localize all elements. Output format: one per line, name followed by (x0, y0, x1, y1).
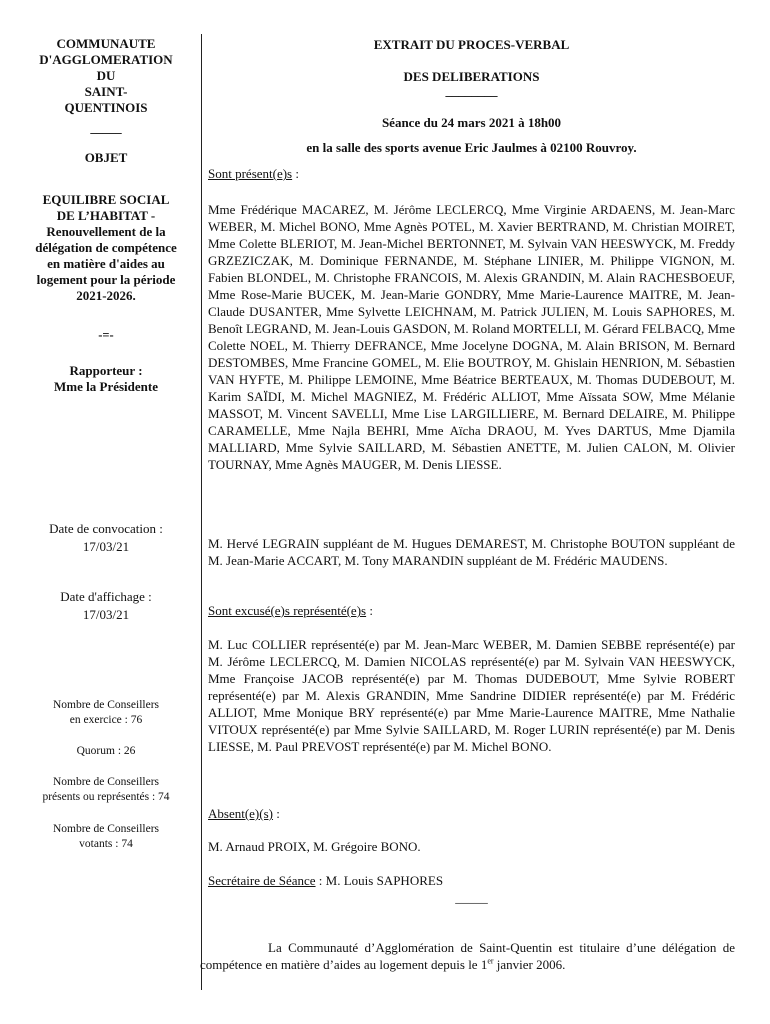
objet-label: OBJET (84, 150, 128, 165)
closing-text-end: janvier 2006. (493, 957, 566, 972)
column-divider (201, 34, 202, 990)
subject-line: 2021-2026. (76, 288, 136, 303)
rapporteur-label: Rapporteur : (69, 363, 143, 378)
subject-line: en matière d'aides au (47, 256, 165, 271)
title-separator: ________ (445, 83, 498, 98)
quorum: Quorum : 26 (76, 745, 136, 757)
secretaire-label: Secrétaire de Séance (208, 873, 316, 888)
excuses-label: Sont excusé(e)s représenté(e)s (208, 603, 367, 618)
subject-title (16, 192, 196, 304)
subject-line: DE L’HABITAT - (56, 208, 156, 223)
convocation-date-block (16, 520, 196, 556)
subject-dash: -=- (98, 328, 114, 342)
seance-date: Séance du 24 mars 2021 à 18h00 (381, 115, 562, 130)
closing-superscript: er (487, 956, 494, 966)
end-separator-text: _____ (455, 890, 488, 905)
organization-name (16, 36, 196, 116)
absents-list: M. Arnaud PROIX, M. Grégoire BONO. (208, 839, 421, 854)
presents-label: Sont présent(e)s (208, 166, 293, 181)
subject-line: délégation de compétence (35, 240, 177, 255)
left-margin-column (16, 36, 196, 850)
exercice-line: en exercice : 76 (69, 714, 143, 726)
convocation-label: Date de convocation : (49, 521, 163, 536)
conseillers-votants-block (16, 822, 196, 852)
votants-line: Nombre de Conseillers (52, 823, 160, 835)
rapporteur (16, 363, 196, 395)
excuses-heading (208, 602, 735, 619)
closing-text: La Communauté d’Agglomération de Saint-Quentin est titulaire d’une délégation de compétence en matière d’aides au logement depuis le 1 (200, 940, 735, 972)
subject-line: EQUILIBRE SOCIAL (42, 192, 170, 207)
conseillers-exercice-block (16, 698, 196, 728)
rapporteur-name: Mme la Présidente (54, 379, 158, 394)
presents-list: Mme Frédérique MACAREZ, M. Jérôme LECLERCQ, Mme Virginie ARDAENS, M. Jean-Marc WEBER, M. Michel BONO, Mme Agnès POTEL, M. Xavier BERTRAND, M. Christian MOIRET, Mme Colette BLERIOT, M. Jean-Michel BERTONNET, M. Sylvain VAN HEESWYCK, M. Freddy GRZEZICZAK, M. Dominique FERNANDE, M. Stéphane LINIER, M. Philippe VIGNON, M. Fabien BLONDEL, M. Christophe FRANCOIS, M. Alexis GRANDIN, M. Alain RACHESBOEUF, Mme Rose-Marie BUCEK, M. Jean-Marie GONDRY, Mme Marie-Laurence MAITRE, M. Jean-Claude DUSANTER, Mme Sylvette LEICHNAM, M. Patrick JULIEN, M. Louis SAPHORES, M. Benoît LEGRAND, M. Jean-Louis GASDON, M. Roland MORTELLI, M. Gérard FELBACQ, Mme Colette NOEL, M. Thierry DEFRANCE, Mme Jocelyne DOGNA, M. Alain BRISON, M. Bernard DESTOMBES, Mme Francine GOMEL, M. Elie BOUTROY, M. Ghislain HENRION, M. Sébastien VAN HYFTE, M. Philippe LEMOINE, Mme Béatrice BERTEAUX, M. Thomas DUDEBOUT, M. Karim SAÏDI, M. Michel MAGNIEZ, M. Frédéric ALLIOT, Mme Aïssata SOW, Mme Mélanie MASSOT, M. Vincent SAVELLI, Mme Lise LARGILLIERE, M. Bernard DELAIRE, M. Philippe CARAMELLE, Mme Najla BEHRI, Mme Aïcha DRAOU, M. Yves DARTUS, Mme Djamila MALLIARD, Mme Sylvie SAILLARD, M. Sébastien ANETTE, M. Julien CALON, M. Olivier TOURNAY, Mme Agnès MAUGER, M. Denis LIESSE. (208, 202, 735, 472)
seance-location: en la salle des sports avenue Eric Jaulmes à 02100 Rouvroy. (306, 140, 637, 155)
affichage-date: 17/03/21 (82, 607, 130, 622)
org-line: DU (96, 68, 116, 83)
org-line: D'AGGLOMERATION (39, 52, 173, 67)
presents-heading (208, 165, 735, 182)
conseillers-presents-block (12, 775, 200, 805)
excuses-colon: : (366, 603, 373, 618)
presents-line: Nombre de Conseillers (52, 776, 160, 788)
secretaire-name: : M. Louis SAPHORES (315, 873, 444, 888)
org-line: SAINT- (84, 84, 128, 99)
exercice-line: Nombre de Conseillers (52, 699, 160, 711)
org-line: QUENTINOIS (64, 100, 148, 115)
closing-paragraph (200, 939, 735, 973)
document-title-line1: EXTRAIT DU PROCES-VERBAL (373, 37, 570, 52)
absents-colon: : (272, 806, 280, 821)
subject-line: logement pour la période (36, 272, 176, 287)
org-separator: _____ (90, 121, 122, 135)
end-separator (208, 889, 735, 906)
presents-colon: : (292, 166, 299, 181)
affichage-date-block (16, 588, 196, 624)
subject-line: Renouvellement de la (46, 224, 166, 239)
convocation-date: 17/03/21 (82, 539, 130, 554)
excuses-list: M. Luc COLLIER représenté(e) par M. Jean-Marc WEBER, M. Damien SEBBE représenté(e) par M. Jérôme LECLERCQ, M. Damien NICOLAS représenté(e) par M. Sylvain VAN HEESWYCK, Mme Françoise JACOB représenté(e) par M. Thomas DUDEBOUT, Mme Sylvie ROBERT représenté(e) par M. Alexis GRANDIN, Mme Sandrine DIDIER représenté(e) par M. Frédéric ALLIOT, Mme Monique BRY représenté(e) par Mme Marie-Laurence MAITRE, Mme Nathalie VITOUX représenté(e) par Mme Sylvie SAILLARD, M. Roger LURIN représenté(e) par M. Denis LIESSE, M. Paul PREVOST représenté(e) par M. Michel BONO. (208, 637, 735, 754)
absents-label: Absent(e)(s) (208, 806, 273, 821)
affichage-label: Date d'affichage : (60, 589, 152, 604)
votants-line: votants : 74 (79, 838, 133, 850)
presents-line: présents ou représentés : 74 (42, 791, 170, 803)
org-line: COMMUNAUTE (56, 36, 156, 51)
secretaire-line (208, 872, 735, 889)
absents-heading (208, 805, 735, 822)
suppleants-list: M. Hervé LEGRAIN suppléant de M. Hugues DEMAREST, M. Christophe BOUTON suppléant de M. Jean-Marie ACCART, M. Tony MARANDIN suppléant de M. Frédéric MAUDENS. (208, 536, 735, 568)
document-title-line2: DES DELIBERATIONS (403, 69, 540, 84)
